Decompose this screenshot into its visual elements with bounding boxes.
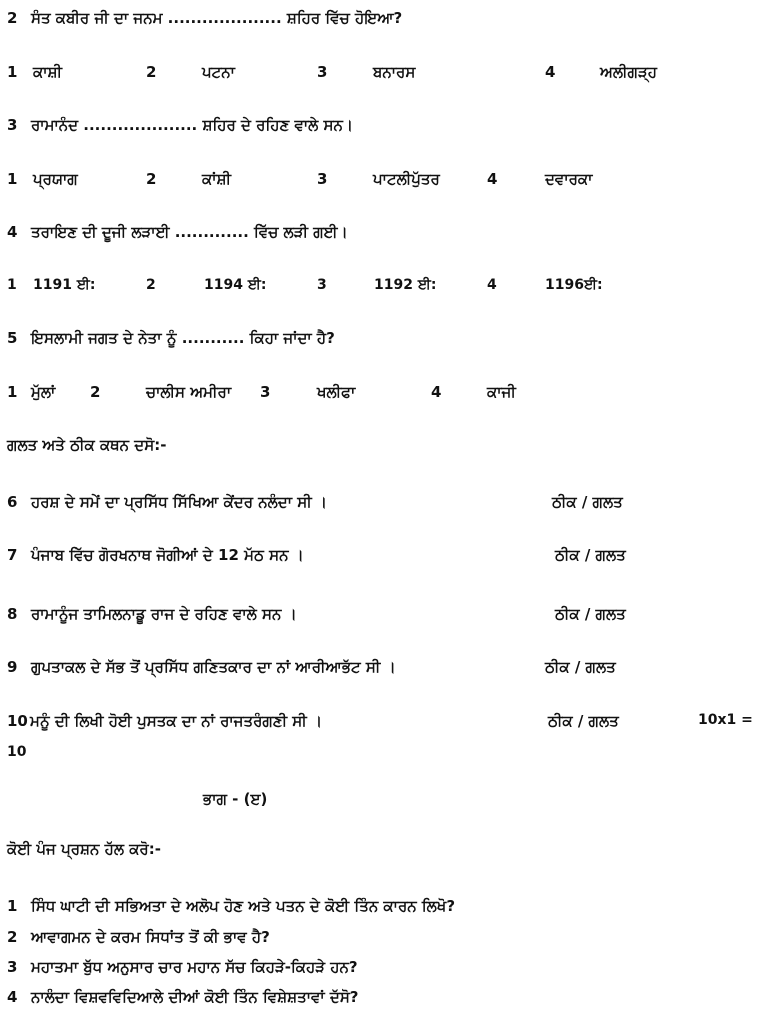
marks-total: 10	[7, 744, 27, 760]
option-number: 1	[7, 170, 18, 188]
section-title: ਭਾਗ - (ੲ)	[203, 790, 268, 808]
option-text: 1196ਈ:	[545, 277, 603, 293]
option-text: ਪਟਨਾ	[202, 63, 235, 81]
option-number: 2	[146, 63, 157, 81]
question-number: 3	[7, 958, 18, 976]
question-number: 4	[7, 988, 18, 1006]
option-text: ਦਵਾਰਕਾ	[545, 170, 593, 188]
statement-number: 6	[7, 493, 18, 511]
question-text: ਤਰਾਇਣ ਦੀ ਦੂਜੀ ਲੜਾਈ ............. ਵਿੱਚ ਲੜੀ ਗਈ।	[31, 223, 348, 241]
statement-number: 8	[7, 605, 18, 623]
statement-text: ਗੁਪਤਾਕਲ ਦੇ ਸੱਭ ਤੋਂ ਪ੍ਰਸਿੱਧ ਗਣਿਤਕਾਰ ਦਾ ਨਾਂ ਆਰੀਆਭੱਟ ਸੀ ।	[31, 658, 396, 676]
question-text: ਮਹਾਤਮਾ ਬੁੱਧ ਅਨੁਸਾਰ ਚਾਰ ਮਹਾਨ ਸੱਚ ਕਿਹੜੇ-ਕਿਹੜੇ ਹਨ?	[31, 958, 358, 976]
tf-answer: ਠੀਕ / ਗਲਤ	[545, 658, 616, 676]
option-text: ਪ੍ਰਯਾਗ	[33, 170, 78, 188]
tf-answer: ਠੀਕ / ਗਲਤ	[555, 546, 626, 564]
tf-heading: ਗਲਤ ਅਤੇ ਠੀਕ ਕਥਨ ਦਸੋ:-	[7, 436, 167, 454]
option-text: ਪਾਟਲੀਪੁੱਤਰ	[373, 170, 440, 188]
question-text: ਸਿੰਧ ਘਾਟੀ ਦੀ ਸਭਿਅਤਾ ਦੇ ਅਲੋਪ ਹੋਣ ਅਤੇ ਪਤਨ ਦੇ ਕੋਈ ਤਿੰਨ ਕਾਰਨ ਲਿਖੋ?	[31, 897, 456, 915]
tf-answer: ਠੀਕ / ਗਲਤ	[555, 605, 626, 623]
question-number: 4	[7, 223, 18, 241]
option-number: 3	[317, 170, 328, 188]
statement-number: 9	[7, 658, 18, 676]
option-text: ਬਨਾਰਸ	[373, 63, 416, 81]
question-number: 2	[7, 928, 18, 946]
option-text: 1194 ਈ:	[204, 277, 267, 293]
short-heading: ਕੋਈ ਪੰਜ ਪ੍ਰਸ਼ਨ ਹੱਲ ਕਰੋ:-	[7, 840, 161, 858]
question-text: ਰਾਮਾਨੰਦ .................... ਸ਼ਹਿਰ ਦੇ ਰਹਿਣ ਵਾਲੇ ਸਨ।	[31, 116, 354, 134]
marks-label: 10x1 =	[698, 712, 753, 728]
option-number: 4	[545, 63, 556, 81]
option-number: 3	[260, 383, 271, 401]
option-text: ਮੁੱਲਾਂ	[31, 383, 56, 401]
statement-text: ਰਾਮਾਨੂੰਜ ਤਾਮਿਲਨਾਡੂ ਰਾਜ ਦੇ ਰਹਿਣ ਵਾਲੇ ਸਨ ।	[31, 605, 297, 623]
option-text: ਕਾਂਸ਼ੀ	[202, 170, 231, 188]
option-number: 3	[317, 63, 328, 81]
option-text: ਚਾਲੀਸ ਅਮੀਰਾ	[146, 383, 232, 401]
question-number: 1	[7, 897, 18, 915]
option-text: 1192 ਈ:	[374, 277, 437, 293]
option-number: 4	[487, 277, 497, 293]
option-number: 2	[146, 277, 156, 293]
tf-answer: ਠੀਕ / ਗਲਤ	[548, 712, 619, 730]
option-text: ਅਲੀਗੜ੍ਹ	[600, 63, 658, 81]
statement-text: ਹਰਸ਼ ਦੇ ਸਮੇਂ ਦਾ ਪ੍ਰਸਿੱਧ ਸਿੱਖਿਆ ਕੇਂਦਰ ਨਲੰਦਾ ਸੀ ।	[31, 493, 328, 511]
question-text: ਸੰਤ ਕਬੀਰ ਜੀ ਦਾ ਜਨਮ .................... ਸ਼ਹਿਰ ਵਿੱਚ ਹੋਇਆ?	[31, 9, 403, 27]
option-text: ਖਲੀਫਾ	[317, 383, 356, 401]
question-number: 3	[7, 116, 18, 134]
tf-answer: ਠੀਕ / ਗਲਤ	[552, 493, 623, 511]
question-text: ਨਾਲੰਦਾ ਵਿਸ਼ਵਵਿਦਿਆਲੇ ਦੀਆਂ ਕੋਈ ਤਿੰਨ ਵਿਸ਼ੇਸ਼ਤਾਵਾਂ ਦੱਸੋ?	[31, 988, 359, 1006]
option-number: 1	[7, 277, 17, 293]
statement-text: ਮਨੂੰ ਦੀ ਲਿਖੀ ਹੋਈ ਪੁਸਤਕ ਦਾ ਨਾਂ ਰਾਜਤਰੰਗਣੀ ਸੀ ।	[30, 712, 323, 730]
option-number: 4	[431, 383, 442, 401]
option-number: 2	[146, 170, 157, 188]
option-number: 3	[317, 277, 327, 293]
statement-text: ਪੰਜਾਬ ਵਿੱਚ ਗੋਰਖਨਾਥ ਜੋਗੀਆਂ ਦੇ 12 ਮੱਠ ਸਨ ।	[31, 546, 304, 564]
option-number: 1	[7, 63, 18, 81]
question-number: 2	[7, 9, 18, 27]
option-text: 1191 ਈ:	[33, 277, 96, 293]
option-number: 1	[7, 383, 18, 401]
question-number: 5	[7, 329, 18, 347]
option-number: 2	[90, 383, 101, 401]
statement-number: 7	[7, 546, 18, 564]
question-text: ਆਵਾਗਮਨ ਦੇ ਕਰਮ ਸਿਧਾਂਤ ਤੋਂ ਕੀ ਭਾਵ ਹੈ?	[31, 928, 270, 946]
statement-number: 10	[7, 712, 28, 730]
question-text: ਇਸਲਾਮੀ ਜਗਤ ਦੇ ਨੇਤਾ ਨੂੰ ........... ਕਿਹਾ ਜਾਂਦਾ ਹੈ?	[31, 329, 335, 347]
option-text: ਕਾਸ਼ੀ	[33, 63, 63, 81]
option-text: ਕਾਜੀ	[487, 383, 516, 401]
option-number: 4	[487, 170, 498, 188]
